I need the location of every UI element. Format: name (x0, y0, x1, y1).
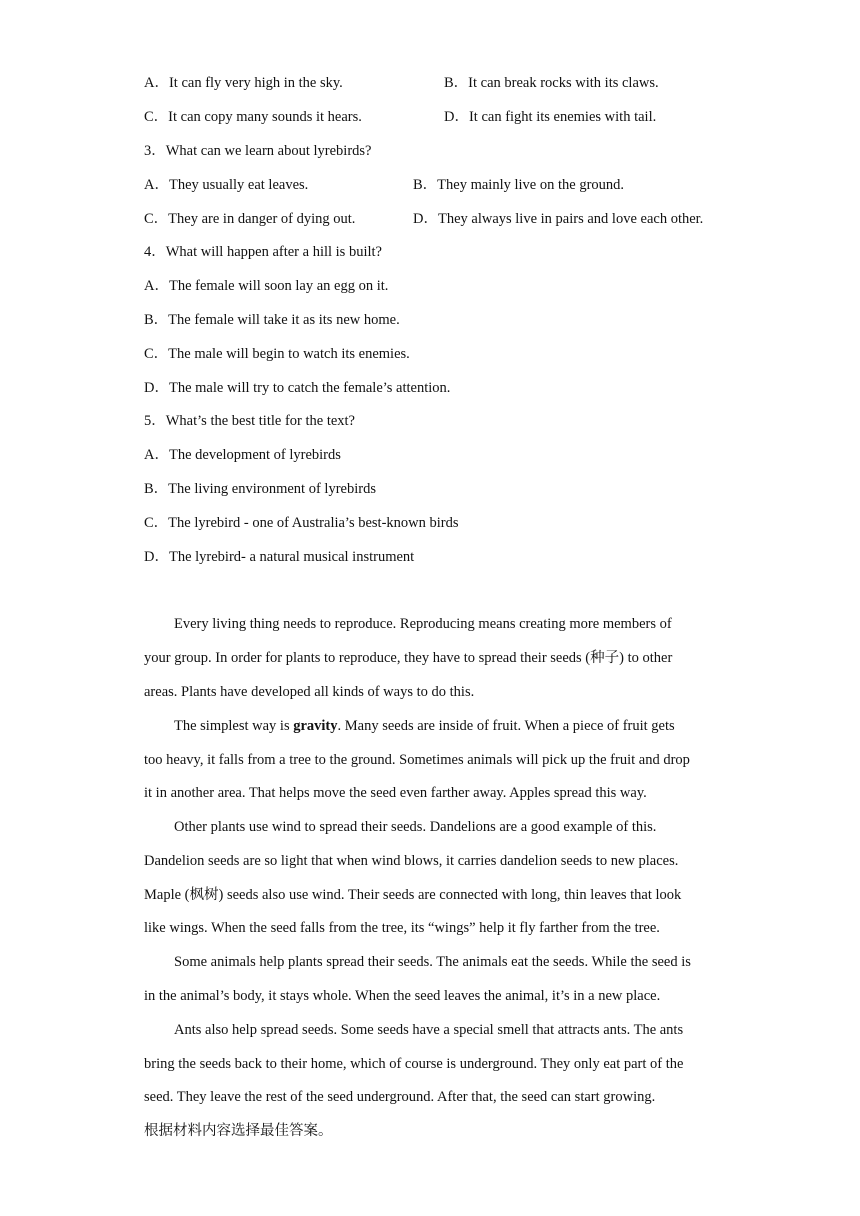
gravity-keyword: gravity (293, 718, 338, 734)
passage-p3-line3: Maple (枫树) seeds also use wind. Their seeds are connected with long, thin leaves that look (144, 887, 682, 903)
passage-p5-line1: Ants also help spread seeds. Some seeds have a special smell that attracts ants. The ants (174, 1022, 684, 1038)
q3-option-b: B．They mainly live on the ground. (413, 177, 625, 193)
passage-p3-line4: like wings. When the seed falls from the tree, its “wings” help it fly farther from the tree. (144, 920, 660, 936)
q5-option-c: C．The lyrebird - one of Australia’s best-known birds (144, 515, 459, 531)
q4-option-b: B．The female will take it as its new home. (144, 312, 400, 328)
passage-p2-post: . Many seeds are inside of fruit. When a piece of fruit gets (337, 718, 675, 734)
passage-p2-line3: it in another area. That helps move the seed even farther away. Apples spread this way. (144, 785, 647, 801)
passage-p2-line2: too heavy, it falls from a tree to the ground. Sometimes animals will pick up the fruit and drop (144, 752, 690, 768)
passage-p4-line1: Some animals help plants spread their seeds. The animals eat the seeds. While the seed is (174, 954, 691, 970)
passage-p3-line2: Dandelion seeds are so light that when wind blows, it carries dandelion seeds to new places. (144, 853, 679, 869)
passage-p2-line1 (174, 716, 675, 736)
passage-p5-line2: bring the seeds back to their home, which of course is underground. They only eat part of the (144, 1056, 684, 1072)
q2-option-b: B．It can break rocks with its claws. (444, 75, 659, 91)
q5-option-a: A．The development of lyrebirds (144, 447, 341, 463)
passage-p2-pre: The simplest way is (174, 718, 294, 734)
q5-question: 5．What’s the best title for the text? (144, 413, 355, 429)
q3-option-d: D．They always live in pairs and love each other. (413, 211, 704, 227)
q4-question: 4．What will happen after a hill is built? (144, 244, 382, 260)
q4-option-a: A．The female will soon lay an egg on it. (144, 278, 389, 294)
q3-question: 3．What can we learn about lyrebirds? (144, 143, 372, 159)
q5-option-b: B．The living environment of lyrebirds (144, 481, 376, 497)
passage-p1-line3: areas. Plants have developed all kinds of ways to do this. (144, 684, 475, 700)
passage-p1-line2: your group. In order for plants to reproduce, they have to spread their seeds (种子) to other (144, 650, 673, 666)
q2-option-c: C．It can copy many sounds it hears. (144, 109, 362, 125)
passage-p3-line1: Other plants use wind to spread their seeds. Dandelions are a good example of this. (174, 819, 657, 835)
q2-option-d: D．It can fight its enemies with tail. (444, 109, 657, 125)
passage-p4-line2: in the animal’s body, it stays whole. When the seed leaves the animal, it’s in a new place. (144, 988, 661, 1004)
passage-p5-line3: seed. They leave the rest of the seed underground. After that, the seed can start growing. (144, 1089, 656, 1105)
q4-option-d: D．The male will try to catch the female’s attention. (144, 380, 451, 396)
q5-option-d: D．The lyrebird- a natural musical instrument (144, 549, 415, 565)
q4-option-c: C．The male will begin to watch its enemies. (144, 346, 410, 362)
q2-option-a: A．It can fly very high in the sky. (144, 75, 343, 91)
instruction-text: 根据材料内容选择最佳答案。 (144, 1123, 333, 1139)
q3-option-a: A．They usually eat leaves. (144, 177, 309, 193)
passage-p1-line1: Every living thing needs to reproduce. Reproducing means creating more members of (174, 616, 672, 632)
q3-option-c: C．They are in danger of dying out. (144, 211, 356, 227)
